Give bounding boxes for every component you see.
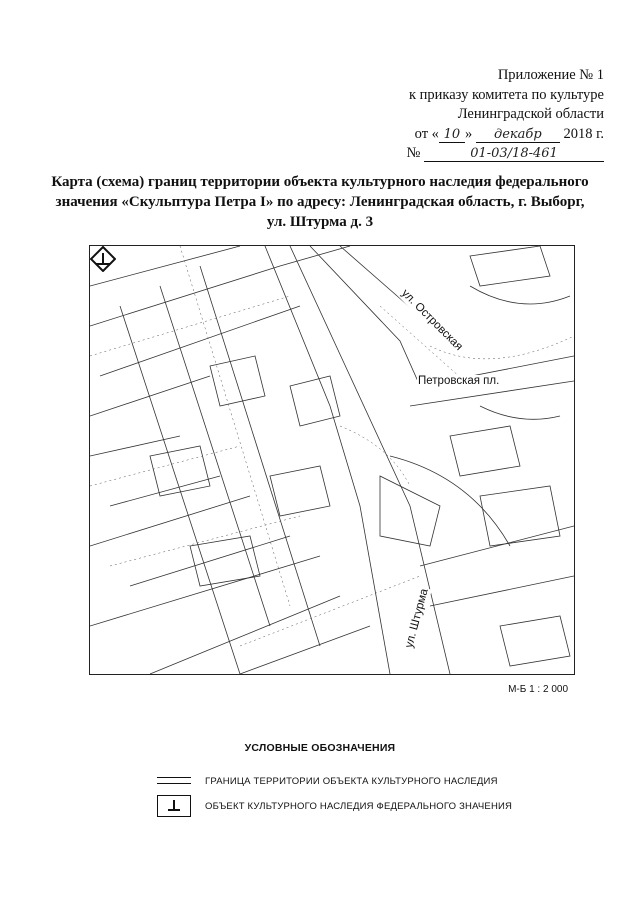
number-value: 01-03/18-461 (424, 147, 604, 162)
title-line-2: значения «Скульптура Петра I» по адресу: Ленинградская область, г. Выборг, (55, 194, 585, 210)
document-title (30, 172, 610, 232)
square-label-petrovskaya: Петровская пл. (418, 375, 500, 387)
appendix-order-number (344, 144, 604, 164)
street-label-ostrovskaya: ул. Островская (398, 287, 465, 354)
title-line-3: ул. Штурма д. 3 (266, 214, 374, 230)
appendix-order-ref: к приказу комитета по культуре (408, 86, 604, 103)
legend-object-label: ОБЪЕКТ КУЛЬТУРНОГО НАСЛЕДИЯ ФЕДЕРАЛЬНОГО ЗНАЧЕНИЯ (205, 800, 513, 812)
legend-boundary-label: ГРАНИЦА ТЕРРИТОРИИ ОБЪЕКТА КУЛЬТУРНОГО НАСЛЕДИЯ (205, 775, 498, 787)
appendix-header (344, 66, 604, 164)
street-label-shturma: ул. Штурма (403, 587, 431, 650)
appendix-number: Приложение № 1 (497, 67, 604, 83)
date-month: декабр (476, 128, 560, 143)
date-year: 2018 г. (563, 125, 604, 142)
boundary-line-icon (157, 770, 191, 792)
appendix-date (344, 125, 604, 145)
date-mid: » (464, 125, 473, 142)
territory-map (89, 245, 575, 675)
legend-title: УСЛОВНЫЕ ОБОЗНАЧЕНИЯ (244, 742, 396, 754)
legend-item-boundary (157, 770, 498, 792)
monument-icon (90, 246, 116, 272)
map-drawing (90, 246, 574, 674)
map-scale: М-Б 1 : 2 000 (508, 684, 568, 695)
number-prefix: № (406, 145, 421, 161)
monument-symbol-icon (157, 795, 191, 817)
title-line-1: Карта (схема) границ территории объекта культурного наследия федерального (51, 174, 589, 190)
legend-item-object (157, 795, 512, 817)
date-prefix: от « (414, 125, 439, 142)
date-day: 10 (439, 128, 465, 143)
appendix-region: Ленинградской области (457, 106, 604, 122)
